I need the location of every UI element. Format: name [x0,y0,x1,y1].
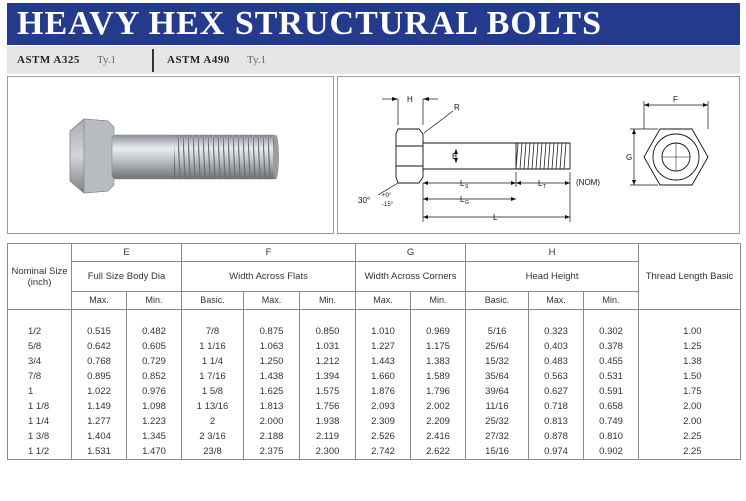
cell-e-min: 1.345 [127,429,182,444]
cell-f-basic: 2 [182,414,244,429]
cell-h-basic: 15/16 [466,444,529,460]
cell-e-min: 0.605 [127,339,182,354]
cell-g-min: 1.383 [411,354,466,369]
cell-f-basic: 7/8 [182,324,244,339]
cell-h-max: 0.974 [529,444,584,460]
cell-f-basic: 2 3/16 [182,429,244,444]
cell-e-min: 0.729 [127,354,182,369]
cell-nominal-size: 1 1/2 [8,444,72,460]
bolt-side-view [396,129,570,183]
cell-e-min: 1.098 [127,399,182,414]
standard-a490-name: ASTM A490 [167,54,230,66]
cell-g-min: 2.622 [411,444,466,460]
cell-h-min: 0.902 [584,444,639,460]
cell-f-max: 0.875 [244,324,300,339]
cell-g-min: 1.589 [411,369,466,384]
header-e: E [72,244,182,262]
cell-thread-length: 2.00 [639,414,741,429]
label-r: R [454,103,460,112]
cell-g-max: 1.660 [356,369,411,384]
cell-f-min: 1.756 [300,399,356,414]
cell-f-basic: 23/8 [182,444,244,460]
cell-h-basic: 5/16 [466,324,529,339]
header-thread-length: Thread Length Basic [639,244,741,310]
cell-e-min: 1.470 [127,444,182,460]
cell-h-max: 0.323 [529,324,584,339]
cell-h-min: 0.810 [584,429,639,444]
cell-h-basic: 35/64 [466,369,529,384]
cell-g-min: 2.002 [411,399,466,414]
cell-thread-length: 2.00 [639,399,741,414]
label-angle: 30° [358,196,371,205]
cell-h-max: 0.718 [529,399,584,414]
cell-h-basic: 27/32 [466,429,529,444]
cell-e-max: 1.022 [72,384,127,399]
cell-f-min: 1.031 [300,339,356,354]
specification-table-container [7,243,740,497]
cell-f-max: 2.000 [244,414,300,429]
cell-h-min: 0.658 [584,399,639,414]
specification-table [7,243,741,460]
cell-h-max: 0.483 [529,354,584,369]
cell-h-basic: 11/16 [466,399,529,414]
cell-e-min: 1.223 [127,414,182,429]
cell-f-min: 1.212 [300,354,356,369]
cell-thread-length: 2.25 [639,429,741,444]
cell-g-max: 2.093 [356,399,411,414]
dimension-diagram [338,77,739,233]
cell-e-max: 0.768 [72,354,127,369]
header-f-max: Max. [244,292,300,310]
label-nom: (NOM) [576,178,600,187]
cell-h-min: 0.531 [584,369,639,384]
cell-g-min: 2.209 [411,414,466,429]
table-row [8,399,741,414]
cell-h-basic: 15/32 [466,354,529,369]
table-row [8,339,741,354]
cell-nominal-size: 1/2 [8,324,72,339]
label-lt-sub: T [543,184,547,190]
cell-f-max: 2.188 [244,429,300,444]
standard-a490-type: Ty.1 [247,54,266,66]
cell-h-max: 0.627 [529,384,584,399]
cell-e-max: 0.642 [72,339,127,354]
cell-h-basic: 25/64 [466,339,529,354]
standard-a325-name: ASTM A325 [17,54,80,66]
cell-h-max: 0.878 [529,429,584,444]
cell-f-basic: 1 7/16 [182,369,244,384]
cell-h-min: 0.302 [584,324,639,339]
cell-e-max: 0.895 [72,369,127,384]
label-tol-minus: -15° [382,202,394,208]
table-body [8,310,741,460]
cell-g-max: 1.227 [356,339,411,354]
cell-nominal-size: 5/8 [8,339,72,354]
header-nominal-size: Nominal Size (inch) [8,244,72,310]
cell-g-max: 2.742 [356,444,411,460]
header-h-desc: Head Height [466,262,639,292]
cell-e-max: 1.404 [72,429,127,444]
cell-f-basic: 1 13/16 [182,399,244,414]
cell-nominal-size: 1 1/4 [8,414,72,429]
cell-e-max: 1.531 [72,444,127,460]
label-e: E [452,152,458,161]
header-h-max: Max. [529,292,584,310]
label-lt: L [538,179,543,188]
cell-h-min: 0.455 [584,354,639,369]
cell-thread-length: 1.25 [639,339,741,354]
table-row [8,414,741,429]
cell-f-basic: 1 1/16 [182,339,244,354]
table-row [8,324,741,339]
cell-g-max: 1.010 [356,324,411,339]
cell-e-min: 0.852 [127,369,182,384]
cell-nominal-size: 7/8 [8,369,72,384]
header-g-min: Min. [411,292,466,310]
cell-h-min: 0.749 [584,414,639,429]
cell-e-min: 0.976 [127,384,182,399]
header-f-desc: Width Across Flats [182,262,356,292]
label-f: F [673,95,678,104]
table-row [8,354,741,369]
cell-thread-length: 1.50 [639,369,741,384]
cell-h-max: 0.563 [529,369,584,384]
cell-thread-length: 2.25 [639,444,741,460]
cell-g-max: 1.876 [356,384,411,399]
cell-g-min: 0.969 [411,324,466,339]
bolt-photo-illustration [8,77,333,233]
cell-g-max: 2.309 [356,414,411,429]
bolt-photo [7,76,334,234]
cell-h-basic: 39/64 [466,384,529,399]
cell-f-min: 2.119 [300,429,356,444]
cell-nominal-size: 3/4 [8,354,72,369]
cell-h-basic: 25/32 [466,414,529,429]
header-e-max: Max. [72,292,127,310]
cell-g-max: 1.443 [356,354,411,369]
cell-f-min: 1.938 [300,414,356,429]
cell-f-min: 2.300 [300,444,356,460]
cell-f-basic: 1 1/4 [182,354,244,369]
label-lg: L [460,195,465,204]
cell-thread-length: 1.75 [639,384,741,399]
cell-f-min: 0.850 [300,324,356,339]
label-ls: L [460,179,465,188]
standard-a325-type: Ty.1 [97,54,116,66]
cell-h-max: 0.403 [529,339,584,354]
table-row [8,369,741,384]
cell-g-min: 1.796 [411,384,466,399]
header-f-basic: Basic. [182,292,244,310]
table-row [8,384,741,399]
label-l: L [493,213,498,222]
cell-f-max: 1.063 [244,339,300,354]
cell-thread-length: 1.38 [639,354,741,369]
header-h-basic: Basic. [466,292,529,310]
label-h: H [407,95,413,104]
bolt-end-view [644,129,708,185]
label-ls-sub: S [465,184,469,190]
standards-divider [152,49,154,72]
cell-f-max: 1.813 [244,399,300,414]
header-e-min: Min. [127,292,182,310]
label-g: G [626,153,633,162]
header-g: G [356,244,466,262]
label-lg-sub: G [465,200,469,206]
header-f: F [182,244,356,262]
cell-nominal-size: 1 3/8 [8,429,72,444]
header-h-min: Min. [584,292,639,310]
cell-g-min: 2.416 [411,429,466,444]
table-row [8,444,741,460]
cell-nominal-size: 1 [8,384,72,399]
cell-e-max: 0.515 [72,324,127,339]
cell-nominal-size: 1 1/8 [8,399,72,414]
cell-g-max: 2.526 [356,429,411,444]
cell-f-max: 2.375 [244,444,300,460]
cell-h-min: 0.378 [584,339,639,354]
header-g-desc: Width Across Corners [356,262,466,292]
header-e-desc: Full Size Body Dia [72,262,182,292]
cell-f-max: 1.250 [244,354,300,369]
cell-f-max: 1.438 [244,369,300,384]
cell-f-min: 1.575 [300,384,356,399]
standards-bar [7,46,740,74]
bolt-dimension-drawing [337,76,740,234]
cell-f-max: 1.625 [244,384,300,399]
cell-e-max: 1.277 [72,414,127,429]
table-row [8,429,741,444]
table-spacer-row [8,310,741,324]
cell-f-basic: 1 5/8 [182,384,244,399]
cell-h-max: 0.813 [529,414,584,429]
cell-e-max: 1.149 [72,399,127,414]
header-f-min: Min. [300,292,356,310]
header-h: H [466,244,639,262]
header-g-max: Max. [356,292,411,310]
label-tol-plus: +0° [382,193,392,199]
cell-e-min: 0.482 [127,324,182,339]
cell-h-min: 0.591 [584,384,639,399]
cell-thread-length: 1.00 [639,324,741,339]
cell-f-min: 1.394 [300,369,356,384]
cell-g-min: 1.175 [411,339,466,354]
page-title: HEAVY HEX STRUCTURAL BOLTS [7,3,740,45]
